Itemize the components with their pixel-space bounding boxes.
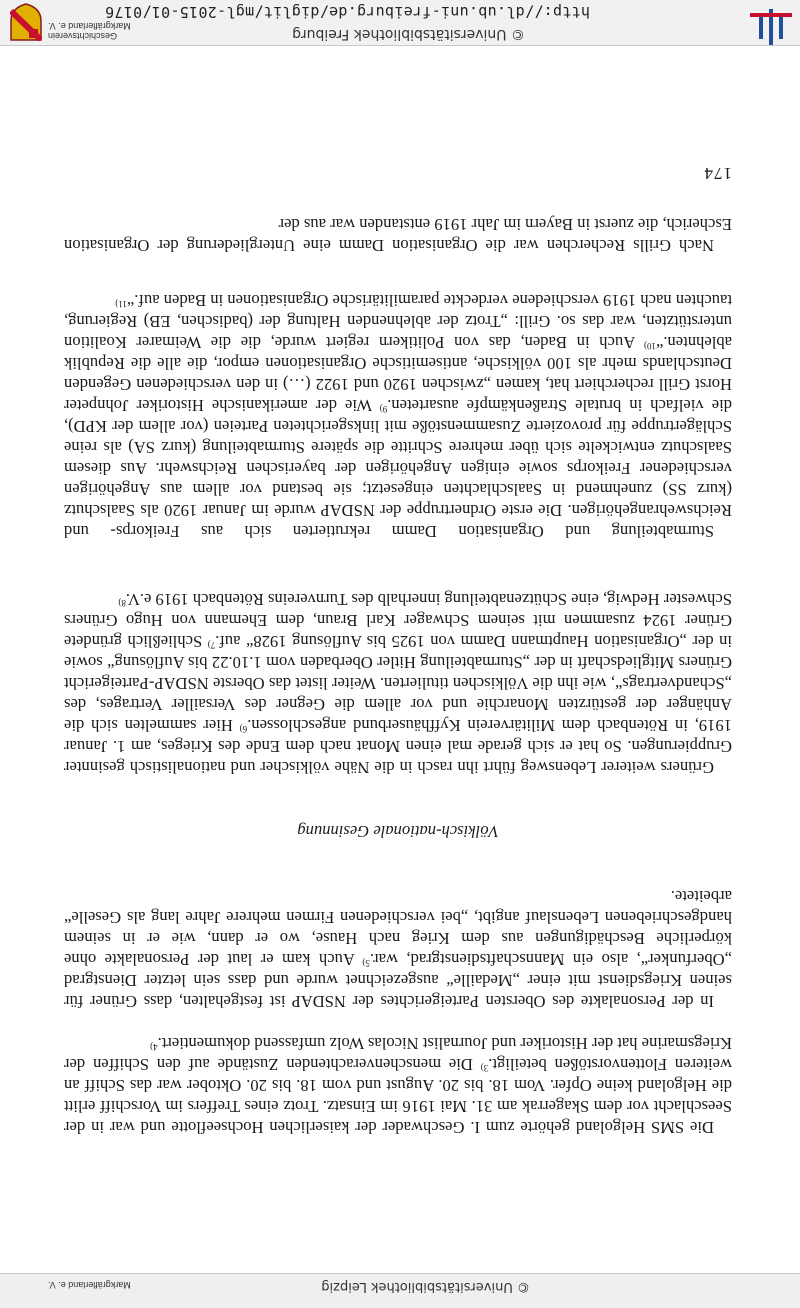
page-number: 174 [703, 164, 732, 183]
paragraph: Nach Grills Recherchen war die Organisation Damm eine Untergliederung der Organisation Escherich, die zuerst in Bayern im Jahr 1919 entstanden war aus der [64, 215, 732, 255]
document-header-strip [0, 0, 800, 46]
library-credit: © Universitätsbibliothek Freiburg [292, 26, 525, 42]
association-name: Geschichtsverein Markgräflerland e. V. [48, 21, 131, 41]
university-logo-icon [750, 0, 792, 45]
section-heading: Völkisch-nationale Gesinnung [297, 822, 499, 841]
paragraph: Sturmabteilung und Organisation Damm rekrutierten sich aus Freikorps- und Reichswehrangehörigen. Die erste Ordnertruppe der NSDAP wurde im Januar 1920 als Saalschutz (kurz SS) zunehmend in Saalschlachten eingesetzt; sie bestand vor allem aus Angehörigen verschiedener Freikorps sowie einigen Angehörigen der bayerischen Reichswehr. Aus diesem Saalschutz entwickelte sich über mehrere Schritte die spätere Sturmabteilung (kurz SA) als reine Schlägertruppe für provozierte Zusammenstöße mit linksgerichteten Parteien (vor allem der KPD), die vielfach in brutale Straßenkämpfe ausarteten.$^{9)}$ Wie der amerikanische Historiker Johnpeter Horst Grill recherchiert hat, kamen „zwischen 1920 und 1922 (…) in den verschiedenen Gegenden Deutschlands mehr als 100 völkische, antisemitische Organisationen empor, die alle die Republik ablehnten.“$^{10)}$ Auch in Baden, das von Politikern regiert wurde, die die Weimarer Koalition unterstützten, war das so. Grill: „Trotz der ablehnenden Haltung der (badischen, EB) Regierung, tauchten nach 1919 verschiedene verdeckte paramilitärische Organisationen in Baden auf.“$^{11)}$ [64, 291, 732, 541]
library-credit-cut: © Universitätsbibliothek Leipzig [321, 1279, 530, 1294]
paragraph: Die SMS Helgoland gehörte zum I. Geschwader der kaiserlichen Hochseeflotte und war in der Seeschlacht vor dem Skagerrak am 31. Mai 1916 im Einsatz. Trotz eines Treffers im Vorschiff erlitt die Helgoland keine Opfer. Vom 18. bis 20. August und vom 18. bis 20. Oktober war das Schiff an weiteren Flottenvorstößen beteiligt.$^{3)}$ Die menschenverachtenden Zustände auf den Schiffen der Kriegsmarine hat der Historiker und Journalist Nicolas Wolz umfassend dokumentiert.$^{4)}$ [63, 1034, 732, 1137]
association-crest-icon [10, 3, 42, 41]
previous-page-strip [0, 1273, 800, 1308]
association-name-cut: Markgräflerland e. V. [48, 1280, 131, 1290]
paragraph: Grüners weiterer Lebensweg führt ihn rasch in die Nähe völkischer und nationalistisch gesinnter Gruppierungen. So hat er sich gerade mal einen Monat nach dem Ende des Krieges, am 1. Januar 1919, in Rötenbach dem Militärverein Kyffhäuserbund angeschlossen.$^{6)}$ Hier sammelten sich die Anhänger der gestürzten Monarchie und vor allem die Gegner des Versailler Vertrages, des „Schandvertrags“, wie ihn die Völkischen titulierten. Weiter listet das Oberste NSDAP-Parteigericht Grüners Mitgliedschaft in der „Sturmabteilung Hitler Oberbaden vom 1.10.22 bis Auflösung“ sowie in der „Organisation Hauptmann Damm von 1925 bis Auflösung 1928“ auf.$^{7)}$ Schließlich gründete Grüner 1924 zusammen mit seinem Schwager Karl Braun, dem Ehemann von Hugo Grüners Schwester Hedwig, eine Schützenabteilung innerhalb des Turnvereins Rötenbach 1919 e.V.$^{8)}$ [64, 590, 732, 777]
paragraph: In der Personalakte des Obersten Parteigerichtes der NSDAP ist festgehalten, dass Grüner für seinen Kriegsdienst mit einer „Medaille“ ausgezeichnet wurde und dass sein letzter Dienstgrad „Oberfunker“, also ein Mannschaftsdienstgrad, war.$^{5)}$ Auch kam er laut der Personalakte ohne körperliche Beschädigungen aus dem Krieg nach Hause, wo er dann, wie er in seinem handgeschriebenen Lebenslauf angibt, „bei verschiedenen Firmen mehrere Jahre lang als Geselle“ arbeitete. [63, 887, 732, 1011]
document-url[interactable]: http://dl.ub.uni-freiburg.de/diglit/mgl-2015-01/0176 [104, 3, 590, 21]
